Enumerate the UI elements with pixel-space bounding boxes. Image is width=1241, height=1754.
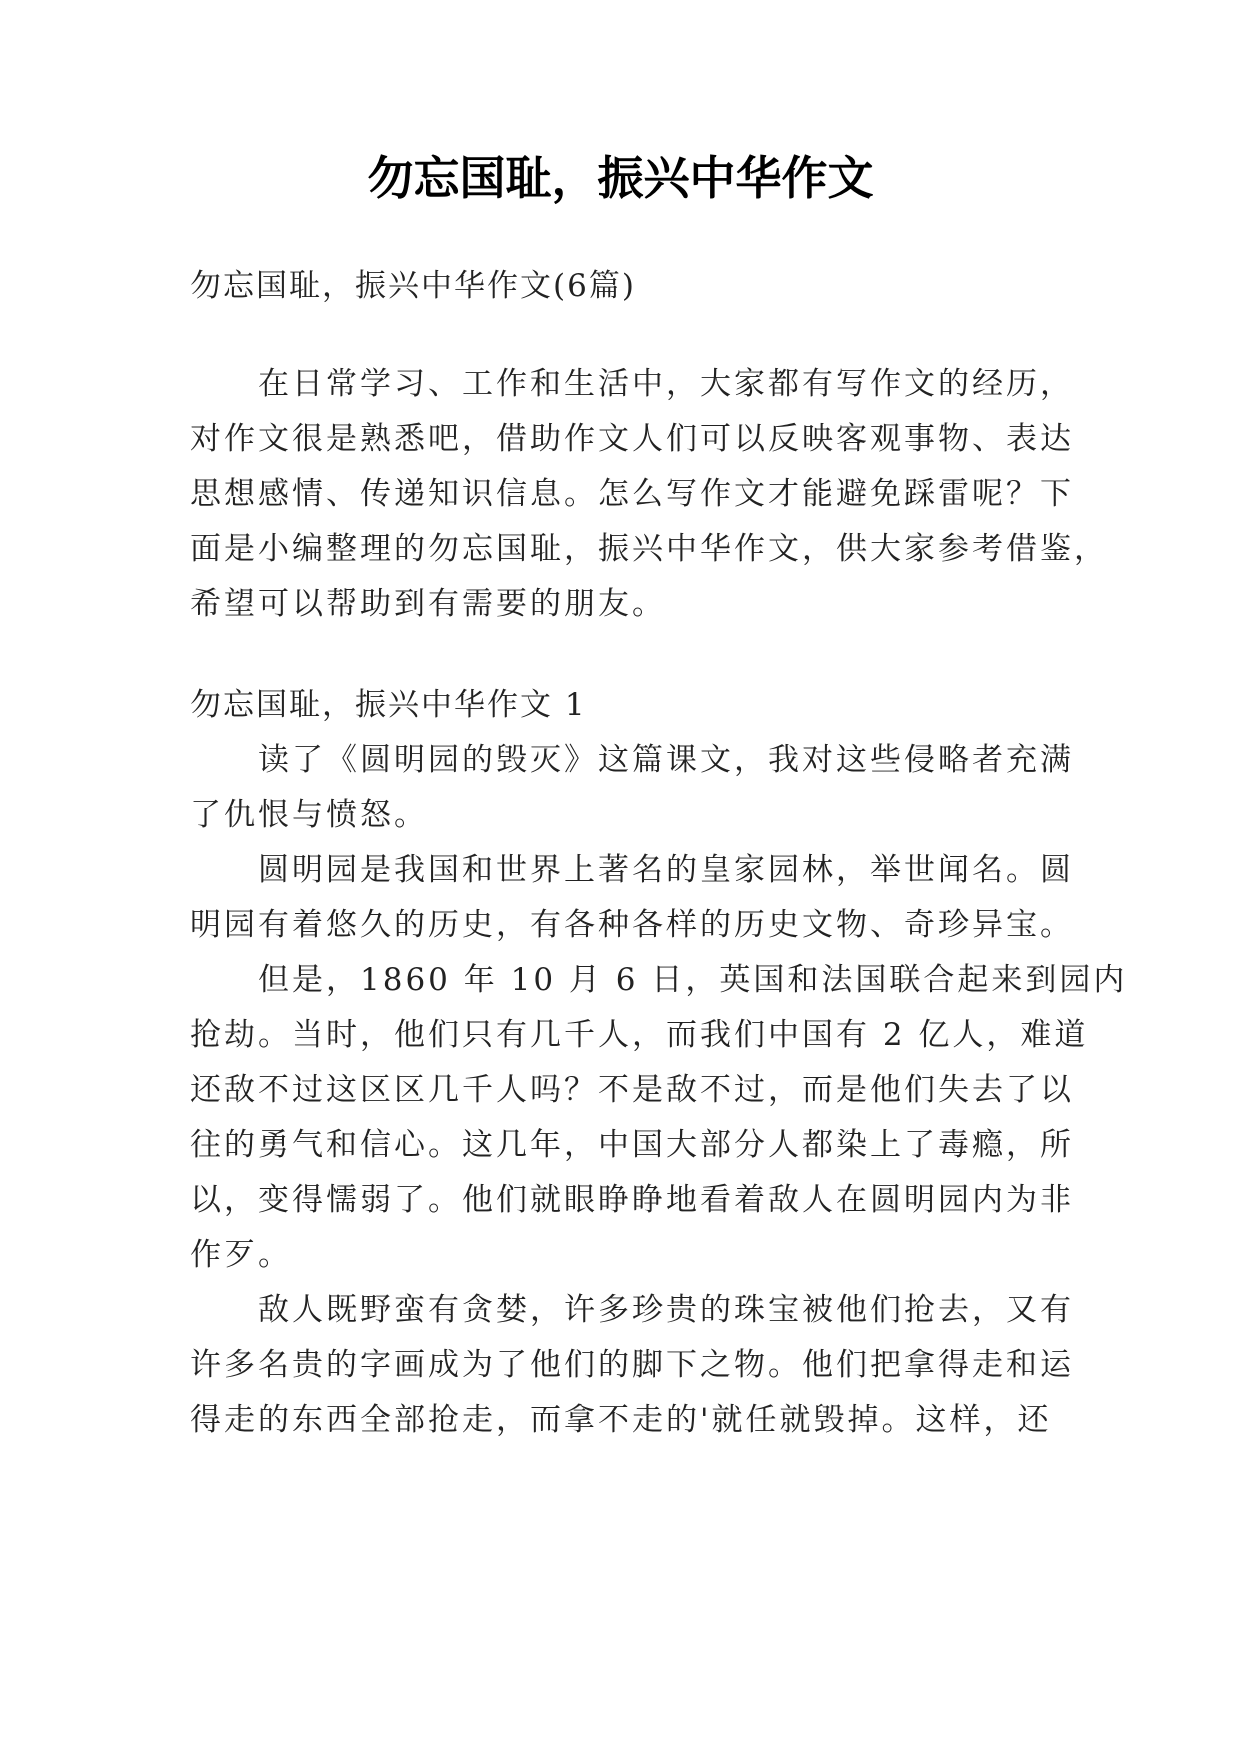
intro-line: 对作文很是熟悉吧，借助作文人们可以反映客观事物、表达 bbox=[190, 421, 1074, 457]
paragraph-line: 读了《圆明园的毁灭》这篇课文，我对这些侵略者充满 bbox=[190, 742, 1074, 778]
intro-line: 在日常学习、工作和生活中，大家都有写作文的经历， bbox=[190, 366, 1074, 402]
paragraph-line: 以，变得懦弱了。他们就眼睁睁地看着敌人在圆明园内为非 bbox=[190, 1182, 1074, 1218]
paragraph-line: 作歹。 bbox=[190, 1237, 292, 1273]
document-title: 勿忘国耻，振兴中华作文 bbox=[367, 151, 874, 205]
paragraph-line: 敌人既野蛮有贪婪，许多珍贵的珠宝被他们抢去，又有 bbox=[190, 1292, 1074, 1328]
intro-line: 思想感情、传递知识信息。怎么写作文才能避免踩雷呢？下 bbox=[190, 476, 1074, 512]
paragraph-line: 往的勇气和信心。这几年，中国大部分人都染上了毒瘾，所 bbox=[190, 1127, 1074, 1163]
paragraph-line: 圆明园是我国和世界上著名的皇家园林，举世闻名。圆 bbox=[190, 852, 1074, 888]
paragraph-line: 得走的东西全部抢走，而拿不走的'就任就毁掉。这样，还 bbox=[190, 1402, 1052, 1438]
paragraph-line: 了仇恨与愤怒。 bbox=[190, 797, 428, 833]
intro-line: 面是小编整理的勿忘国耻，振兴中华作文，供大家参考借鉴， bbox=[190, 531, 1108, 567]
section-heading: 勿忘国耻，振兴中华作文 1 bbox=[190, 687, 587, 723]
paragraph-line: 明园有着悠久的历史，有各种各样的历史文物、奇珍异宝。 bbox=[190, 907, 1074, 943]
paragraph-line: 抢劫。当时，他们只有几千人，而我们中国有 2 亿人，难道 bbox=[190, 1017, 1089, 1053]
document-subtitle: 勿忘国耻，振兴中华作文(6篇) bbox=[190, 268, 636, 304]
paragraph-line: 但是，1860 年 10 月 6 日，英国和法国联合起来到园内 bbox=[190, 962, 1128, 998]
intro-line: 希望可以帮助到有需要的朋友。 bbox=[190, 586, 666, 622]
paragraph-line: 许多名贵的字画成为了他们的脚下之物。他们把拿得走和运 bbox=[190, 1347, 1074, 1383]
paragraph-line: 还敌不过这区区几千人吗？不是敌不过，而是他们失去了以 bbox=[190, 1072, 1074, 1108]
